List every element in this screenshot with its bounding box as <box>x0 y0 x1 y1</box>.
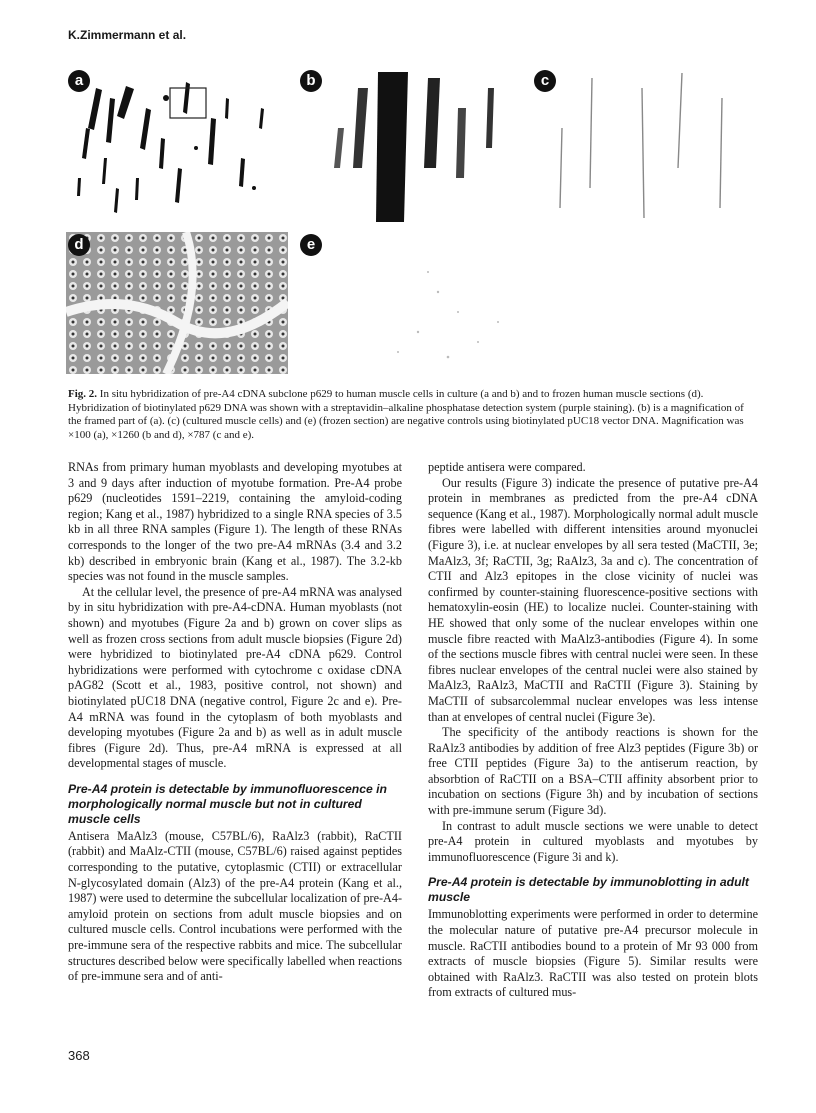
panel-d-image <box>66 232 288 374</box>
section-heading: Pre-A4 protein is detectable by immunoblotting in adult muscle <box>428 875 749 905</box>
paragraph: The specificity of the antibody reactions is shown for the RaAlz3 antibodies by addition of free Alz3 peptides (Figure 3b) or free CTII peptides (Figure 3a) to the antiserum reaction, by absorbtion of RaCTII on a BSA–CTII affinity absorbent prior to incubation on sections (Figure 3h) and by incubation of sections with pre-immune serum (Figure 3d). <box>428 725 758 818</box>
panel-label-c: c <box>534 70 556 92</box>
paragraph: RNAs from primary human myoblasts and developing myotubes at 3 and 9 days after induction of myotube formation. Pre-A4 probe p629 (nucleotides 1591–2219, containing the amyloid-coding region; Kang et al., 1987) hybridized to a single RNA species of 3.5 kb in all three RNA samples (Figure 1). The length of these RNAs corresponds to the longer of the two pre-A4 mRNAs (3.4 and 3.2 kb) described in embryonic brain (Kang et al., 1987). The 3.2-kb species was not found in the muscle samples. <box>68 460 402 584</box>
figure-panel-a <box>66 68 286 224</box>
figure-caption <box>68 388 758 442</box>
page-number: 368 <box>68 1048 90 1063</box>
left-column <box>68 460 402 985</box>
panel-label-d: d <box>68 234 90 256</box>
panel-label-b: b <box>300 70 322 92</box>
panel-label-a: a <box>68 70 90 92</box>
figure-panel-d <box>66 232 288 374</box>
panel-c-image <box>532 68 754 224</box>
running-head: K.Zimmermann et al. <box>68 28 187 42</box>
panel-a-image <box>66 68 286 224</box>
panel-e-image <box>298 232 520 374</box>
figure-caption-text: In situ hybridization of pre-A4 cDNA subclone p629 to human muscle cells in culture (a and b) and to frozen human muscle sections (d). Hybridization of biotinylated p629 DNA was shown with a streptavidin–alkaline phosphatase detection system (purple staining). (b) is a magnification of the framed part of (a). (c) (cultured muscle cells) and (e) (frozen section) are negative controls using biotinylated pUC18 vector DNA. Magnification was ×100 (a), ×1260 (b and d), ×787 (c and e). <box>68 388 744 441</box>
panel-label-e: e <box>300 234 322 256</box>
figure-panel-c <box>532 68 754 224</box>
figure-panel-e <box>298 232 520 374</box>
paragraph: Our results (Figure 3) indicate the presence of putative pre-A4 protein in membranes as predicted from the pre-A4 cDNA sequence (Kang et al., 1987). Morphologically normal adult muscle fibres were labelled with different intensities around myonuclei (Figure 3), i.e. at nuclear envelopes by all sera tested (MaCTII, 3e; MaAlz3, 3f; RaCTII, 3g; RaAlz3, 3a and c). The concentration of CTII and Alz3 epitopes in the close vicinity of nuclei was confirmed by counter-staining fluorescence-positive sections with hematoxylin-eosin (HE) to localize nuclei. Counter-staining with HE showed that only some of the nuclear envelopes within one muscle fibre reacted with MaAlz3-antibodies (Figure 4). In some of the sections muscle fibres with central nuclei were seen. In these fibres nuclear envelopes of the central nuclei were also stained by MaAlz3, RaAlz3, MaCTII and RaCTII (Figure 3). Staining by MaCTII of subsarcolemmal nuclear envelopes was less intense than at envelopes of central nuclei (Figure 3e). <box>428 475 758 724</box>
paragraph: Antisera MaAlz3 (mouse, C57BL/6), RaAlz3 (rabbit), RaCTII (rabbit) and MaAlz-CTII (mouse, C57BL/6) raised against peptides corresponding to the putative, cytoplasmic (CTII) or extracellular N-glycosylated domain (Alz3) of the pre-A4 protein (Kang et al., 1987) were used to determine the subcellular localization of pre-A4-amyloid protein on sections from adult muscle biopsies and on cultured muscle cells. Control incubations were performed with the pre-immune sera of the respective rabbits and mice. The subcellular structures described below were specifically labelled when reactions of pre-immune sera and of anti- <box>68 828 403 984</box>
figure-panel-b <box>298 68 520 224</box>
paragraph: In contrast to adult muscle sections we were unable to detect pre-A4 protein in cultured myoblasts and myotubes by immunofluorescence (Figure 3i and k). <box>428 818 758 864</box>
figure-caption-label: Fig. 2. <box>68 388 98 400</box>
paragraph: Immunoblotting experiments were performed in order to determine the molecular nature of putative pre-A4 precursor molecule in muscle. RaCTII antibodies bound to a protein of Mr 93 000 from extracts of muscle biopsies (Figure 5). Similar results were obtained with RaAlz3. RaCTII was also tested on protein blots from extracts of cultured mus- <box>428 907 758 1000</box>
right-column <box>428 460 758 1001</box>
panel-b-image <box>298 68 520 224</box>
paragraph: peptide antisera were compared. <box>428 460 586 474</box>
section-heading: Pre-A4 protein is detectable by immunofluorescence in morphologically normal muscle but not in cultured muscle cells <box>68 781 387 826</box>
paragraph: At the cellular level, the presence of pre-A4 mRNA was analysed by in situ hybridization with pre-A4-cDNA. Human myoblasts (not shown) and myotubes (Figure 2a and b) grown on cover slips as well as frozen cross sections from adult muscle biopsies (Figure 2d) were hybridized to biotinylated pre-A4 cDNA p629. Control hybridizations were performed with cytochrome c oxidase cDNA pAG82 (Scott et al., 1983, positive control, not shown) and biotinylated pUC18 DNA (negative control, Figure 2c and e). Pre-A4 mRNA was found in the cytoplasm of both myoblasts and developing myotubes (Figure 2a and b) as well as in adult muscle fibres (Figure 2d). Thus, pre-A4 mRNA is expressed at all developmental stages of muscle. <box>68 584 402 771</box>
